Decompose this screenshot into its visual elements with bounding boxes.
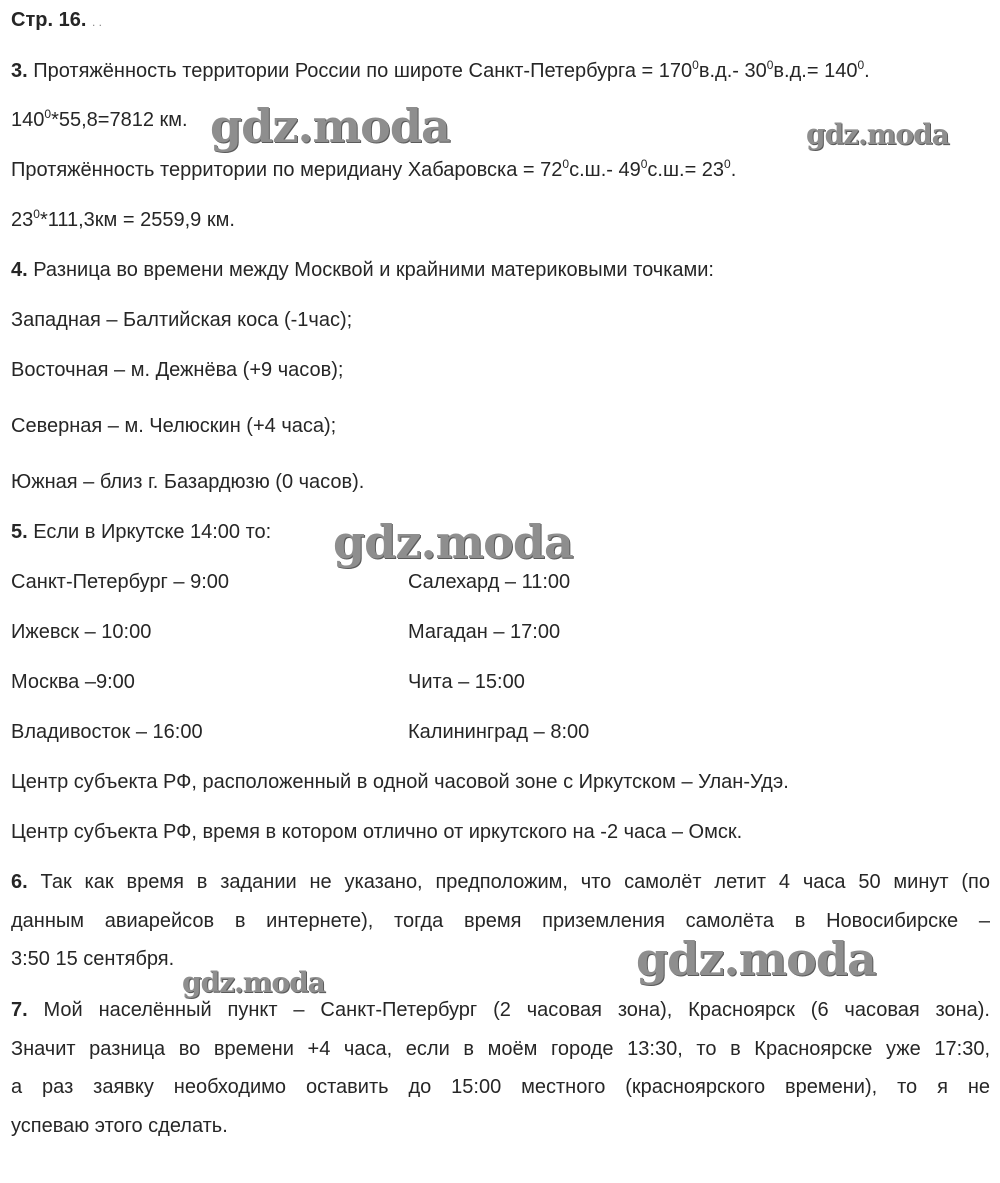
degree-sup: 0 bbox=[692, 58, 699, 72]
watermark: gdz.moda bbox=[333, 515, 573, 569]
task7-number: 7. bbox=[11, 999, 28, 1021]
task6-line3: 3:50 15 сентября. bbox=[11, 948, 175, 970]
task6-line2: данным авиарейсов в интернете), тогда время приземления самолёта в Новосибирске – bbox=[11, 910, 990, 932]
task3-line3 bbox=[11, 158, 736, 182]
degree-sup: 0 bbox=[766, 58, 774, 72]
task7-line3: а раз заявку необходимо оставить до 15:00 местного (красноярского времени), то я не bbox=[11, 1076, 990, 1098]
task3-text: *55,8=7812 км. bbox=[51, 109, 188, 131]
task6-number: 6. bbox=[11, 871, 28, 893]
degree-sup: 0 bbox=[33, 207, 40, 221]
page-number: Стр. 16. bbox=[11, 9, 87, 31]
task5-left-item: Москва –9:00 bbox=[11, 671, 135, 693]
task4-title bbox=[11, 258, 714, 282]
task6-text: Так как время в задании не указано, предположим, что самолёт летит 4 часа 50 минут (по bbox=[27, 871, 990, 893]
task3-text: в.д.- 30 bbox=[698, 60, 767, 82]
degree-sup: 0 bbox=[857, 58, 865, 72]
degree-sup: 0 bbox=[562, 157, 570, 171]
task3-line1 bbox=[11, 59, 870, 83]
task5-right-item: Калининград – 8:00 bbox=[408, 721, 590, 743]
header-dots: . . bbox=[91, 15, 102, 29]
task4-title-text: Разница во времени между Москвой и крайними материковыми точками: bbox=[27, 259, 714, 281]
task5-right-item: Магадан – 17:00 bbox=[408, 621, 561, 643]
task4-item: Западная – Балтийская коса (-1час); bbox=[11, 309, 353, 331]
task3-text: 23 bbox=[11, 209, 34, 231]
task3-text: с.ш.- 49 bbox=[569, 159, 641, 181]
task5-number: 5. bbox=[11, 521, 28, 543]
watermark: gdz.moda bbox=[182, 966, 325, 999]
page-header bbox=[11, 8, 102, 34]
degree-sup: 0 bbox=[640, 157, 648, 171]
task4-item: Северная – м. Челюскин (+4 часа); bbox=[11, 415, 337, 437]
task3-text: с.ш.= 23 bbox=[647, 159, 725, 181]
task5-note: Центр субъекта РФ, расположенный в одной часовой зоне с Иркутском – Улан-Удэ. bbox=[11, 771, 789, 793]
task5-left-item: Ижевск – 10:00 bbox=[11, 621, 152, 643]
watermark: gdz.moda bbox=[210, 99, 450, 153]
task3-text: . bbox=[864, 60, 870, 82]
task3-text: в.д.= 140 bbox=[773, 60, 858, 82]
task4-number: 4. bbox=[11, 259, 28, 281]
watermark: gdz.moda bbox=[806, 118, 949, 151]
task5-right-item: Чита – 15:00 bbox=[408, 671, 525, 693]
task3-text: 140 bbox=[11, 109, 45, 131]
task4-item: Южная – близ г. Базардюзю (0 часов). bbox=[11, 471, 365, 493]
degree-sup: 0 bbox=[724, 157, 731, 171]
task7-line4: успеваю этого сделать. bbox=[11, 1115, 228, 1137]
task7-text: Мой населённый пункт – Санкт-Петербург (2 часовая зона), Красноярск (6 часовая зона). bbox=[27, 999, 990, 1021]
task3-text: Протяжённость территории по меридиану Хабаровска = 72 bbox=[11, 159, 563, 181]
watermark: gdz.moda bbox=[636, 932, 876, 986]
task3-number: 3. bbox=[11, 60, 28, 82]
task7-line2: Значит разница во времени +4 часа, если в моём городе 13:30, то в Красноярске уже 17:30, bbox=[11, 1038, 990, 1060]
task3-line2 bbox=[11, 108, 188, 132]
task5-title bbox=[11, 520, 271, 544]
task5-right-item: Салехард – 11:00 bbox=[408, 571, 571, 593]
task5-left-item: Санкт-Петербург – 9:00 bbox=[11, 571, 230, 593]
task3-line4 bbox=[11, 208, 235, 232]
task6-line1 bbox=[11, 870, 990, 894]
degree-sup: 0 bbox=[44, 107, 52, 121]
task5-title-text: Если в Иркутске 14:00 то: bbox=[27, 521, 272, 543]
task3-text: *111,3км = 2559,9 км. bbox=[39, 209, 235, 231]
task7-line1 bbox=[11, 998, 990, 1022]
task5-left-item: Владивосток – 16:00 bbox=[11, 721, 203, 743]
task4-item: Восточная – м. Дежнёва (+9 часов); bbox=[11, 359, 344, 381]
task3-text: . bbox=[730, 159, 737, 181]
task5-note: Центр субъекта РФ, время в котором отлично от иркутского на -2 часа – Омск. bbox=[11, 821, 743, 843]
task3-text: Протяжённость территории России по широте Санкт-Петербурга = 170 bbox=[27, 60, 693, 82]
